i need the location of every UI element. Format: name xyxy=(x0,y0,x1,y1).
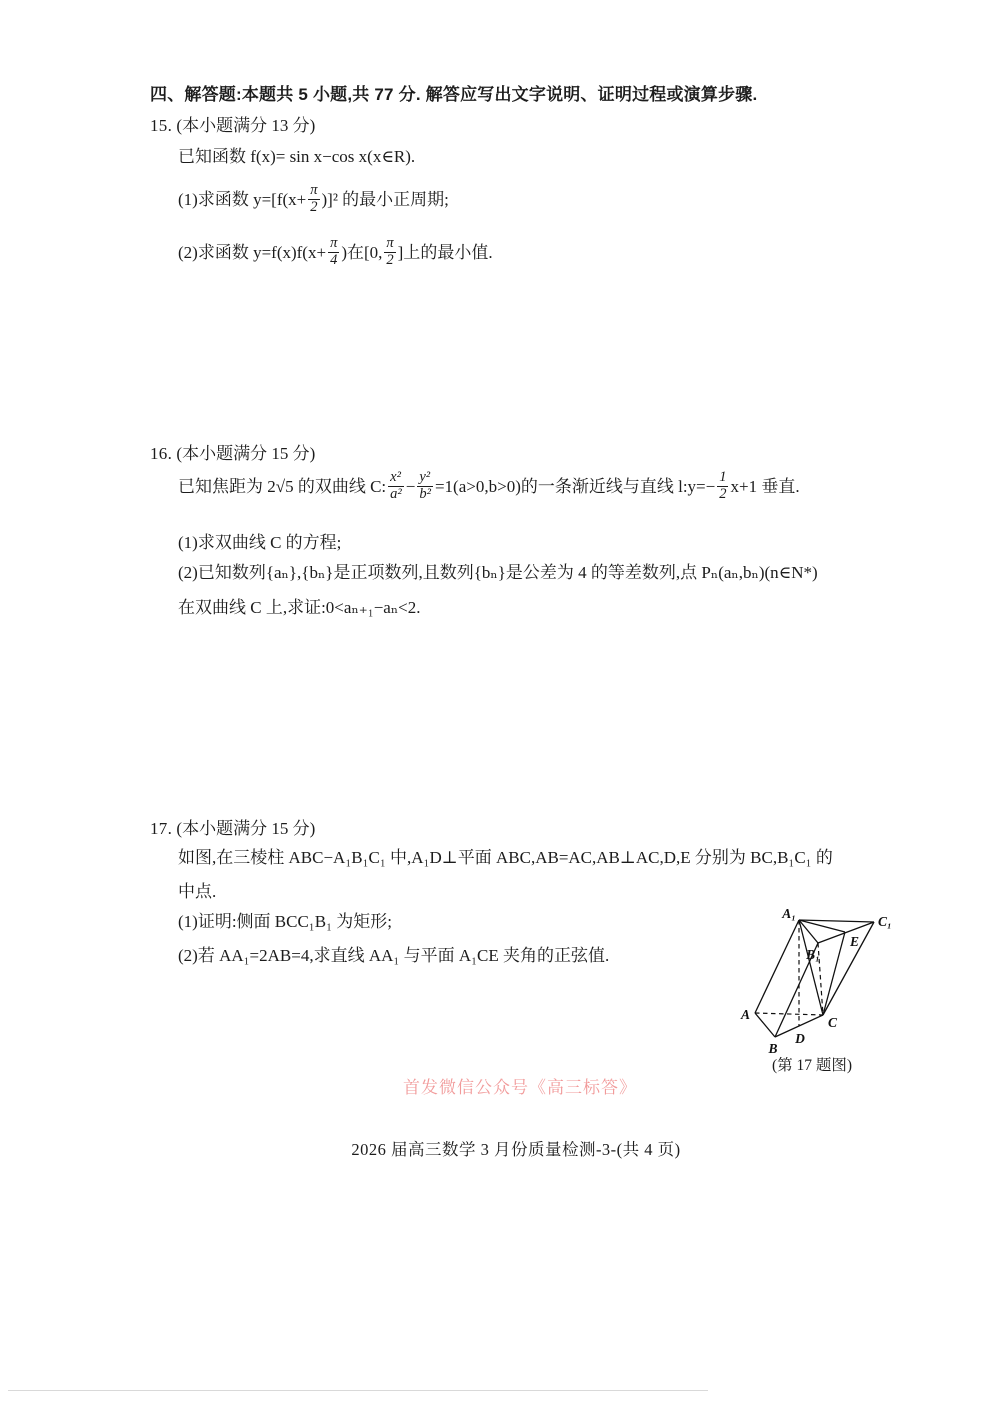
fraction-denominator: a² xyxy=(390,485,402,502)
formula-text: 已知焦距为 2√5 的双曲线 C: xyxy=(178,476,387,496)
watermark: 首发微信公众号《高三标答》 xyxy=(403,1078,637,1097)
edge-CC1 xyxy=(823,922,874,1015)
problem15-part2 xyxy=(178,236,493,269)
problem17-intro-line1: 如图,在三棱柱 ABC−A₁B₁C₁ 中,A₁D⊥平面 ABC,AB=AC,AB⊥AC,D,E 分别为 BC,B₁C₁ 的 xyxy=(178,848,833,867)
formula-text: x+1 垂直. xyxy=(730,476,800,496)
formula-text: )在[0, xyxy=(341,242,383,262)
problem15-intro: 已知函数 f(x)= sin x−cos x(x∈R). xyxy=(178,147,416,166)
edge-AB xyxy=(755,1013,775,1037)
vertex-label-D: D xyxy=(795,1031,805,1046)
problem17-part1: (1)证明:侧面 BCC₁B₁ 为矩形; xyxy=(178,912,392,931)
edge-A1C1 xyxy=(799,920,874,922)
formula-text: ]上的最小值. xyxy=(397,242,493,262)
problem16-intro xyxy=(178,470,800,503)
fraction-denominator: 4 xyxy=(328,252,339,269)
problem16-part2-line1: (2)已知数列{aₙ},{bₙ}是正项数列,且数列{bₙ}是公差为 4 的等差数列,点 Pₙ(aₙ,bₙ)(n∈N*) xyxy=(178,563,818,582)
fraction-numerator: x² xyxy=(390,469,401,485)
problem16-heading xyxy=(150,443,315,464)
fraction-numerator: 1 xyxy=(719,469,727,485)
problem16-part1: (1)求双曲线 C 的方程; xyxy=(178,533,342,552)
vertex-label-C1: C₁ xyxy=(878,914,892,929)
problem17-heading xyxy=(150,818,315,839)
vertex-label-A: A xyxy=(740,1007,750,1022)
page-footer: 2026 届高三数学 3 月份质量检测-3-(共 4 页) xyxy=(351,1140,681,1159)
fraction-numerator: π xyxy=(330,235,338,251)
scan-artifact-line xyxy=(8,1390,708,1391)
section-header: 四、解答题:本题共 5 小题,共 77 分. 解答应写出文字说明、证明过程或演算步骤. xyxy=(150,85,758,104)
vertex-label-B1: B₁ xyxy=(806,947,820,962)
edge-A1E xyxy=(799,920,845,932)
formula-text: =1(a>0,b>0)的一条渐近线与直线 l:y=− xyxy=(434,476,716,496)
problem17-score: (本小题满分 15 分) xyxy=(176,819,316,838)
vertex-label-E: E xyxy=(850,934,860,949)
figure-caption: (第 17 题图) xyxy=(771,1057,853,1074)
fraction-denominator: b² xyxy=(419,485,431,502)
problem15-heading xyxy=(150,115,315,136)
fraction-denominator: 2 xyxy=(719,485,727,502)
fraction xyxy=(328,236,339,269)
fraction xyxy=(384,236,395,269)
problem16-part2-line2: 在双曲线 C 上,求证:0<aₙ₊₁−aₙ<2. xyxy=(178,598,421,617)
edge-AC-hidden xyxy=(755,1013,823,1015)
formula-text: (1)求函数 y=[f(x+ xyxy=(178,189,307,209)
formula-text: − xyxy=(405,476,416,496)
edge-EC xyxy=(823,932,845,1015)
problem17-number: 17. xyxy=(150,819,173,838)
problem17-intro-line2: 中点. xyxy=(178,882,217,901)
fraction xyxy=(717,470,728,503)
prism-vertex-labels xyxy=(740,906,892,1056)
problem15-score: (本小题满分 13 分) xyxy=(176,116,316,135)
vertex-label-A1: A₁ xyxy=(782,906,796,921)
fraction-numerator: π xyxy=(386,235,394,251)
formula-text: )]² 的最小正周期; xyxy=(321,189,449,209)
problem15-number: 15. xyxy=(150,116,173,135)
fraction xyxy=(308,183,319,216)
fraction-denominator: 2 xyxy=(308,199,319,216)
problem17-part2: (2)若 AA₁=2AB=4,求直线 AA₁ 与平面 A₁CE 夹角的正弦值. xyxy=(178,946,610,965)
fraction-numerator: π xyxy=(310,182,318,198)
formula-text: (2)求函数 y=f(x)f(x+ xyxy=(178,242,327,262)
problem16-score: (本小题满分 15 分) xyxy=(176,444,316,463)
edge-B1C1 xyxy=(818,922,874,943)
problem15-part1 xyxy=(178,183,449,216)
fraction-numerator: y² xyxy=(419,469,431,485)
problem16-number: 16. xyxy=(150,444,173,463)
fraction-denominator: 2 xyxy=(384,252,395,269)
vertex-label-C: C xyxy=(828,1015,838,1030)
vertex-label-B: B xyxy=(768,1041,778,1056)
fraction xyxy=(417,470,433,503)
problem17-prism-figure xyxy=(730,892,920,1060)
fraction xyxy=(388,470,404,503)
